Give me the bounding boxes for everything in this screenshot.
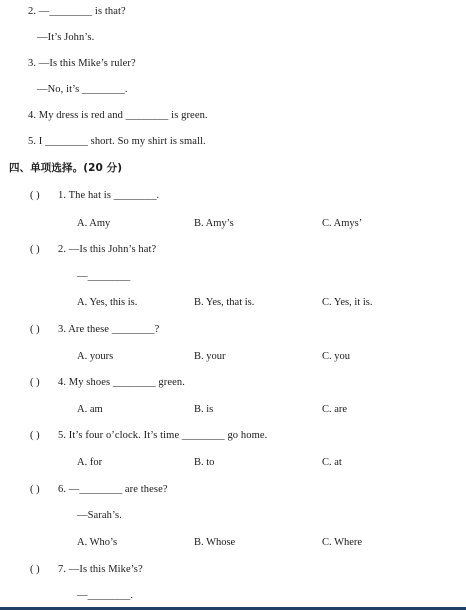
option-6a: A. Who’s [77, 537, 118, 548]
answer-paren-6: ( ) [30, 484, 40, 495]
question-5: 5. It’s four o’clock. It’s time ________ go home. [58, 430, 268, 441]
fill-item-2-answer: —It’s John’s. [37, 32, 95, 43]
question-7: 7. —Is this Mike’s? [58, 564, 143, 575]
fill-item-3: 3. —Is this Mike’s ruler? [28, 58, 136, 69]
option-2a: A. Yes, this is. [77, 297, 138, 308]
fill-item-3-answer: —No, it’s ________. [37, 84, 128, 95]
option-4a: A. am [77, 404, 103, 415]
question-7-reply: —________. [77, 590, 134, 601]
option-2c: C. Yes, it is. [322, 297, 373, 308]
answer-paren-4: ( ) [30, 377, 40, 388]
option-6c: C. Where [322, 537, 363, 548]
fill-item-5: 5. I ________ short. So my shirt is small. [28, 136, 206, 147]
fill-item-2: 2. —________ is that? [28, 6, 126, 17]
option-4b: B. is [194, 404, 214, 415]
question-3: 3. Are these ________? [58, 324, 160, 335]
option-1b: B. Amy’s [194, 218, 234, 229]
option-5b: B. to [194, 457, 215, 468]
question-2: 2. —Is this John’s hat? [58, 244, 157, 255]
option-2b: B. Yes, that is. [194, 297, 255, 308]
question-6-reply: —Sarah’s. [77, 510, 122, 521]
question-2-reply: —________ [77, 271, 131, 282]
fill-item-4: 4. My dress is red and ________ is green. [28, 110, 208, 121]
answer-paren-1: ( ) [30, 190, 40, 201]
answer-paren-2: ( ) [30, 244, 40, 255]
question-6: 6. —________ are these? [58, 484, 168, 495]
option-3c: C. you [322, 351, 351, 362]
answer-paren-3: ( ) [30, 324, 40, 335]
answer-paren-7: ( ) [30, 564, 40, 575]
answer-paren-5: ( ) [30, 430, 40, 441]
option-1c: C. Amys’ [322, 218, 363, 229]
option-1a: A. Amy [77, 218, 111, 229]
option-3b: B. your [194, 351, 226, 362]
section-heading: 四、单项选择。(20 分) [9, 162, 123, 174]
option-5c: C. at [322, 457, 342, 468]
option-3a: A. yours [77, 351, 114, 362]
option-6b: B. Whose [194, 537, 236, 548]
question-4: 4. My shoes ________ green. [58, 377, 185, 388]
option-5a: A. for [77, 457, 103, 468]
question-1: 1. The hat is ________. [58, 190, 160, 201]
option-4c: C. are [322, 404, 348, 415]
